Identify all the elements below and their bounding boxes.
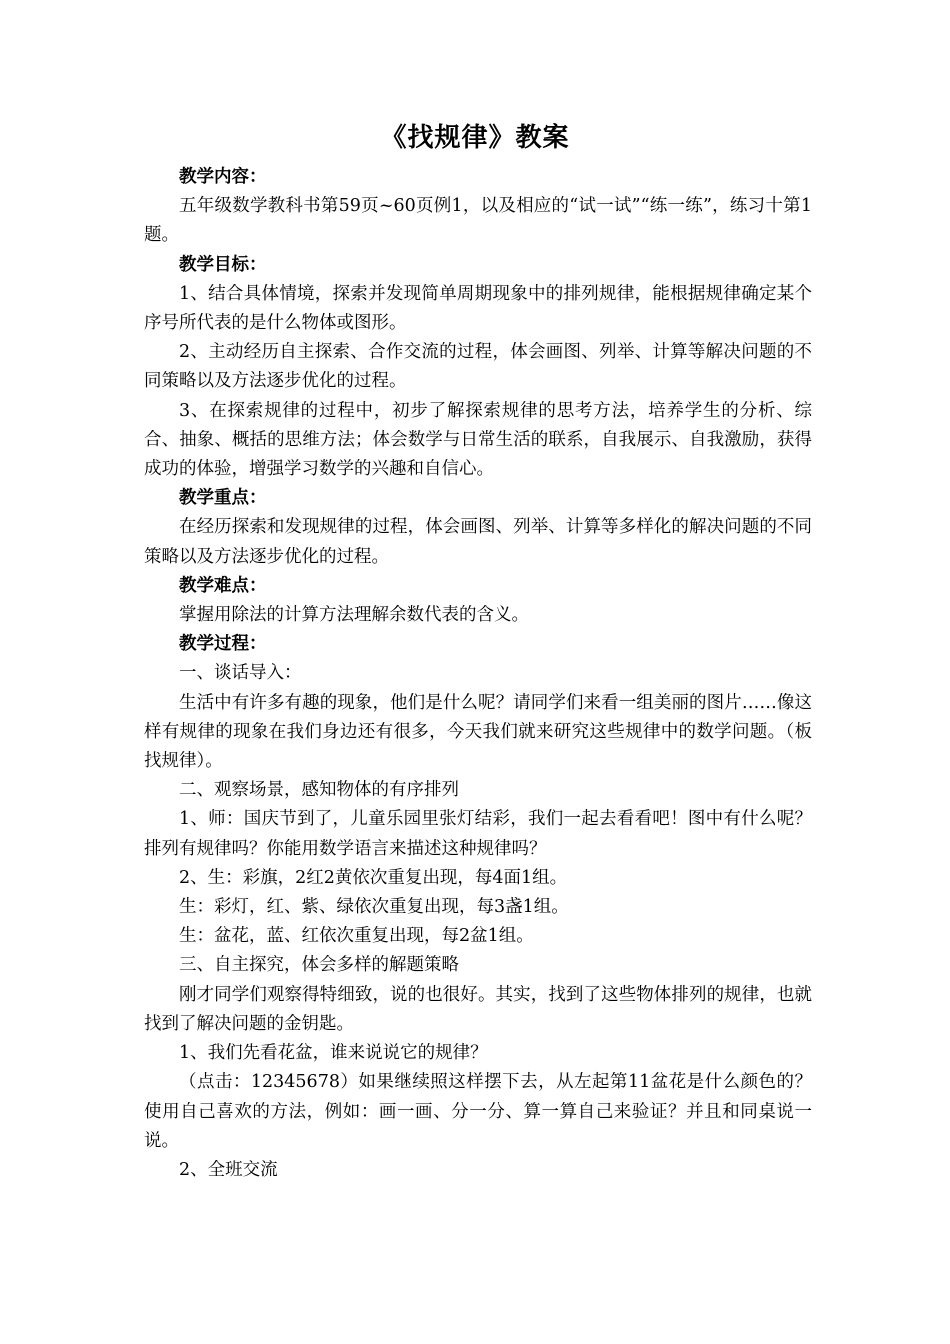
section-heading-key-points: 教学重点： xyxy=(179,488,267,509)
section-heading-process: 教学过程： xyxy=(179,634,267,655)
step-3-title: 三、自主探究，体会多样的解题策略 xyxy=(179,955,459,976)
key-points-paragraph: 在经历探索和发现规律的过程，体会画图、列举、计算等多样化的解决问题的不同策略以及方法逐步优化的过程。 xyxy=(144,517,812,567)
step-1-paragraph: 生活中有许多有趣的现象，他们是什么呢？请同学们来看一组美丽的图片……像这样有规律的现象在我们身边还有很多，今天我们就来研究这些规律中的数学问题。（板找规律）。 xyxy=(144,692,812,772)
step-2-paragraph-3: 生：彩灯，红、紫、绿依次重复出现，每3盏1组。 xyxy=(179,897,569,918)
step-2-paragraph-1: 1、师：国庆节到了，儿童乐园里张灯结彩，我们一起去看看吧！图中有什么呢？排列有规律吗？你能用数学语言来描述这种规律吗？ xyxy=(144,809,812,859)
step-2-title: 二、观察场景，感知物体的有序排列 xyxy=(179,780,459,801)
goal-paragraph-1: 1、结合具体情境，探索并发现简单周期现象中的排列规律，能根据规律确定某个序号所代表的是什么物体或图形。 xyxy=(144,283,812,334)
step-1-title: 一、谈话导入： xyxy=(179,663,302,684)
step-2-paragraph-2: 2、生：彩旗，2红2黄依次重复出现，每4面1组。 xyxy=(179,867,568,888)
goal-paragraph-2: 2、主动经历自主探索、合作交流的过程，体会画图、列举、计算等解决问题的不同策略以及方法逐步优化的过程。 xyxy=(144,342,812,392)
step-3-paragraph-1: 刚才同学们观察得特细致，说的也很好。其实，找到了这些物体排列的规律，也就找到了解决问题的金钥匙。 xyxy=(144,984,812,1034)
step-3-paragraph-3: （点击：12345678）如果继续照这样摆下去，从左起第11盆花是什么颜色的？使用自己喜欢的方法，例如：画一画、分一分、算一算自己来验证？并且和同桌说一说。 xyxy=(144,1072,812,1151)
section-heading-difficulty: 教学难点： xyxy=(179,575,267,596)
document-body xyxy=(144,163,812,1185)
step-3-paragraph-4: 2、全班交流 xyxy=(179,1159,278,1180)
document-title: 《找规律》教案 xyxy=(380,123,570,153)
step-3-paragraph-2: 1、我们先看花盆，谁来说说它的规律？ xyxy=(179,1043,488,1064)
content-paragraph: 五年级数学教科书第59页~60页例1，以及相应的“试一试”“练一练”，练习十第1题。 xyxy=(144,196,812,246)
section-heading-content: 教学内容： xyxy=(179,167,267,187)
section-heading-goals: 教学目标： xyxy=(179,254,267,275)
difficulty-paragraph: 掌握用除法的计算方法理解余数代表的含义。 xyxy=(179,605,529,626)
step-2-paragraph-4: 生：盆花，蓝、红依次重复出现，每2盆1组。 xyxy=(179,926,534,947)
goal-paragraph-3: 3、在探索规律的过程中，初步了解探索规律的思考方法，培养学生的分析、综合、抽象、概括的思维方法；体会数学与日常生活的联系，自我展示、自我激励，获得成功的体验，增强学习数学的兴趣和自信心。 xyxy=(144,400,812,480)
